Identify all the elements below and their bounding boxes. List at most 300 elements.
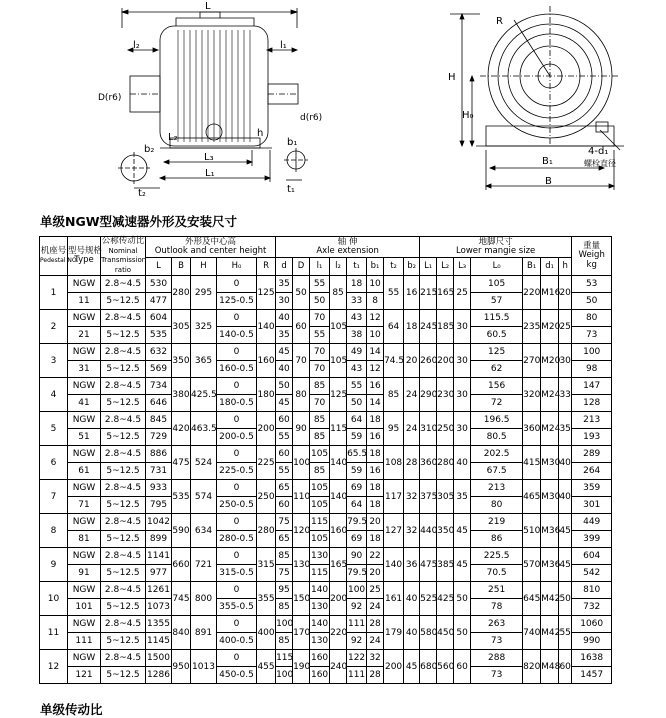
cell-l3: 40 bbox=[454, 446, 471, 480]
cell-l: 1261 bbox=[146, 582, 172, 599]
cell-h: 295 bbox=[191, 276, 217, 310]
cell-w: 53 bbox=[572, 276, 612, 293]
cell-h: 45 bbox=[559, 514, 572, 548]
cell-l1: 70 bbox=[310, 344, 330, 361]
dim-t2-label: t₂ bbox=[138, 188, 146, 199]
cell-l2: 350 bbox=[437, 514, 454, 548]
cell-h: 463.5 bbox=[191, 412, 217, 446]
cell-no: 6 bbox=[40, 446, 68, 480]
cell-l2: 125 bbox=[330, 378, 347, 412]
cell-l: 1355 bbox=[146, 616, 172, 633]
cell-t1: 100 bbox=[347, 582, 367, 599]
col-l1: l₁ bbox=[310, 258, 330, 276]
cell-d: 85 bbox=[276, 633, 293, 650]
cell-l0: 72 bbox=[471, 395, 523, 412]
cell-d: 60 bbox=[293, 310, 310, 344]
cell-d: 35 bbox=[276, 276, 293, 293]
cell-d1: M24 bbox=[541, 412, 559, 446]
side-view-labels bbox=[448, 16, 616, 187]
cell-l1: 290 bbox=[420, 378, 437, 412]
cell-l1: 160 bbox=[310, 667, 330, 684]
cell-d: 55 bbox=[276, 463, 293, 480]
cell-l0: 288 bbox=[471, 650, 523, 667]
cell-l: 1500 bbox=[146, 650, 172, 667]
cell-ratio: 5~12.5 bbox=[101, 667, 146, 684]
section-title: 单级NGW型减速器外形及安装尺寸 bbox=[40, 214, 238, 229]
col-h: h bbox=[559, 258, 572, 276]
cell-l1: 130 bbox=[310, 599, 330, 616]
cell-type: 91 bbox=[68, 565, 101, 582]
cell-b1: 18 bbox=[367, 480, 384, 497]
cell-l: 734 bbox=[146, 378, 172, 395]
cell-h: 45 bbox=[559, 548, 572, 582]
cell-w: 604 bbox=[572, 548, 612, 565]
cell-l2: 115 bbox=[330, 412, 347, 446]
cell-h0: 250-0.5 bbox=[217, 497, 257, 514]
cell-b: 745 bbox=[172, 582, 191, 616]
table-row bbox=[40, 616, 612, 633]
cell-h0: 140-0.5 bbox=[217, 327, 257, 344]
cell-b1: 18 bbox=[367, 497, 384, 514]
cell-l2: 230 bbox=[437, 378, 454, 412]
col-L2: L₂ bbox=[437, 258, 454, 276]
cell-r: 400 bbox=[257, 616, 276, 650]
cell-type: 111 bbox=[68, 633, 101, 650]
cell-l: 933 bbox=[146, 480, 172, 497]
cell-h0: 200-0.5 bbox=[217, 429, 257, 446]
table-row bbox=[40, 446, 612, 463]
cell-l3: 30 bbox=[454, 310, 471, 344]
cell-b1: 820 bbox=[523, 650, 541, 684]
cell-h0: 0 bbox=[217, 548, 257, 565]
col-L1: L₁ bbox=[420, 258, 437, 276]
cell-h0: 0 bbox=[217, 310, 257, 327]
cell-b1: 510 bbox=[523, 514, 541, 548]
cell-b: 305 bbox=[172, 310, 191, 344]
cell-t2: 85 bbox=[384, 378, 404, 412]
cell-b2: 24 bbox=[404, 412, 420, 446]
cell-h: 365 bbox=[191, 344, 217, 378]
cell-ratio: 2.8~4.5 bbox=[101, 650, 146, 667]
cell-l0: 86 bbox=[471, 531, 523, 548]
cell-l2: 105 bbox=[330, 344, 347, 378]
technical-drawings bbox=[0, 0, 666, 205]
cell-l1: 310 bbox=[420, 412, 437, 446]
table-row bbox=[40, 514, 612, 531]
cell-d1: M20 bbox=[541, 310, 559, 344]
cell-b2: 32 bbox=[404, 480, 420, 514]
cell-ratio: 2.8~4.5 bbox=[101, 582, 146, 599]
cell-l2: 385 bbox=[437, 548, 454, 582]
cell-l2: 85 bbox=[330, 276, 347, 310]
cell-l1: 440 bbox=[420, 514, 437, 548]
col-t1: t₁ bbox=[347, 258, 367, 276]
cell-l1: 85 bbox=[310, 378, 330, 395]
cell-h: 634 bbox=[191, 514, 217, 548]
cell-l: 477 bbox=[146, 293, 172, 310]
col-t2: t₂ bbox=[384, 258, 404, 276]
cell-b1: 12 bbox=[367, 361, 384, 378]
col-B1: B₁ bbox=[523, 258, 541, 276]
cell-l: 795 bbox=[146, 497, 172, 514]
dimensions-table bbox=[39, 236, 612, 684]
cell-h0: 0 bbox=[217, 276, 257, 293]
cell-b1: 16 bbox=[367, 463, 384, 480]
cell-no: 10 bbox=[40, 582, 68, 616]
cell-d: 40 bbox=[276, 361, 293, 378]
cell-h0: 0 bbox=[217, 582, 257, 599]
cell-l3: 25 bbox=[454, 276, 471, 310]
cell-w: 73 bbox=[572, 327, 612, 344]
col-ratio: 公称传动比 Nominal Transmission ratio bbox=[101, 236, 147, 274]
cell-b2: 36 bbox=[404, 548, 420, 582]
cell-d: 170 bbox=[293, 616, 310, 650]
col-R: R bbox=[257, 258, 276, 276]
cell-r: 160 bbox=[257, 344, 276, 378]
cell-b1: 12 bbox=[367, 310, 384, 327]
cell-l: 886 bbox=[146, 446, 172, 463]
cell-b1: 20 bbox=[367, 565, 384, 582]
cell-b1: 24 bbox=[367, 633, 384, 650]
cell-t1: 79.5 bbox=[347, 565, 367, 582]
col-L0: L₀ bbox=[471, 258, 523, 276]
cell-d1: M30 bbox=[541, 480, 559, 514]
cell-b1: 645 bbox=[523, 582, 541, 616]
cell-w: 810 bbox=[572, 582, 612, 599]
cell-b2: 32 bbox=[404, 514, 420, 548]
cell-no: 3 bbox=[40, 344, 68, 378]
cell-b1: 740 bbox=[523, 616, 541, 650]
col-b2: b₂ bbox=[404, 258, 420, 276]
table-row bbox=[40, 548, 612, 565]
cell-b1: 22 bbox=[367, 548, 384, 565]
cell-type: 41 bbox=[68, 395, 101, 412]
cell-l1: 105 bbox=[310, 497, 330, 514]
cell-h0: 0 bbox=[217, 344, 257, 361]
cell-ratio: 2.8~4.5 bbox=[101, 548, 146, 565]
cell-type: 61 bbox=[68, 463, 101, 480]
cell-b1: 220 bbox=[523, 276, 541, 310]
cell-d1: M24 bbox=[541, 378, 559, 412]
cell-d1: M20 bbox=[541, 344, 559, 378]
cell-l3: 45 bbox=[454, 548, 471, 582]
cell-l0: 57 bbox=[471, 293, 523, 310]
cell-l2: 220 bbox=[330, 616, 347, 650]
cell-ratio: 2.8~4.5 bbox=[101, 480, 146, 497]
cell-b2: 40 bbox=[404, 582, 420, 616]
cell-d: 65 bbox=[276, 480, 293, 497]
cell-b1: 25 bbox=[367, 582, 384, 599]
cell-l1: 55 bbox=[310, 327, 330, 344]
cell-d: 65 bbox=[276, 531, 293, 548]
cell-d: 35 bbox=[276, 327, 293, 344]
front-view-labels bbox=[98, 1, 322, 199]
cell-t1: 111 bbox=[347, 616, 367, 633]
cell-b1: 270 bbox=[523, 344, 541, 378]
cell-b1: 320 bbox=[523, 378, 541, 412]
cell-t2: 108 bbox=[384, 446, 404, 480]
cell-t1: 122 bbox=[347, 650, 367, 667]
cell-r: 280 bbox=[257, 514, 276, 548]
cell-b1: 360 bbox=[523, 412, 541, 446]
cell-l1: 115 bbox=[310, 565, 330, 582]
cell-h: 40 bbox=[559, 480, 572, 514]
col-d: d bbox=[276, 258, 293, 276]
cell-h0: 0 bbox=[217, 650, 257, 667]
cell-h: 35 bbox=[559, 412, 572, 446]
cell-l0: 73 bbox=[471, 633, 523, 650]
cell-l0: 78 bbox=[471, 599, 523, 616]
cell-b1: 10 bbox=[367, 327, 384, 344]
cell-type: NGW bbox=[68, 310, 101, 327]
cell-ratio: 2.8~4.5 bbox=[101, 446, 146, 463]
cell-l3: 60 bbox=[454, 650, 471, 684]
cell-d: 190 bbox=[293, 650, 310, 684]
cell-t1: 38 bbox=[347, 327, 367, 344]
cell-w: 1638 bbox=[572, 650, 612, 667]
cell-b1: 18 bbox=[367, 412, 384, 429]
cell-w: 399 bbox=[572, 531, 612, 548]
col-type: 型号规格 Type bbox=[68, 237, 101, 276]
cell-t1: 65.5 bbox=[347, 446, 367, 463]
cell-l0: 225.5 bbox=[471, 548, 523, 565]
cell-b1: 28 bbox=[367, 667, 384, 684]
cell-h: 55 bbox=[559, 616, 572, 650]
cell-t2: 140 bbox=[384, 548, 404, 582]
cell-type: 11 bbox=[68, 293, 101, 310]
cell-w: 50 bbox=[572, 293, 612, 310]
cell-l1: 130 bbox=[310, 548, 330, 565]
cell-h0: 225-0.5 bbox=[217, 463, 257, 480]
cell-no: 1 bbox=[40, 276, 68, 310]
cell-h0: 0 bbox=[217, 446, 257, 463]
cell-ratio: 2.8~4.5 bbox=[101, 276, 146, 293]
cell-l1: 580 bbox=[420, 616, 437, 650]
cell-type: 101 bbox=[68, 599, 101, 616]
cell-t2: 117 bbox=[384, 480, 404, 514]
cell-l: 1073 bbox=[146, 599, 172, 616]
cell-b1: 28 bbox=[367, 616, 384, 633]
cell-l0: 70.5 bbox=[471, 565, 523, 582]
cell-l: 977 bbox=[146, 565, 172, 582]
cell-d: 80 bbox=[293, 378, 310, 412]
cell-no: 2 bbox=[40, 310, 68, 344]
col-l2: l₂ bbox=[330, 258, 347, 276]
cell-b1: 415 bbox=[523, 446, 541, 480]
cell-b: 535 bbox=[172, 480, 191, 514]
cell-h: 574 bbox=[191, 480, 217, 514]
table-row bbox=[40, 480, 612, 497]
cell-b1: 10 bbox=[367, 276, 384, 293]
table-row bbox=[40, 412, 612, 429]
cell-r: 200 bbox=[257, 412, 276, 446]
cell-ratio: 5~12.5 bbox=[101, 565, 146, 582]
cell-t2: 95 bbox=[384, 412, 404, 446]
cell-type: NGW bbox=[68, 582, 101, 599]
cell-w: 98 bbox=[572, 361, 612, 378]
cell-d: 85 bbox=[276, 599, 293, 616]
dim-b1-label: b₁ bbox=[287, 137, 298, 148]
cell-t1: 59 bbox=[347, 463, 367, 480]
dim-L3-label: L₃ bbox=[204, 152, 214, 163]
cell-l2: 105 bbox=[330, 310, 347, 344]
cell-no: 8 bbox=[40, 514, 68, 548]
cell-l0: 80.5 bbox=[471, 429, 523, 446]
cell-b: 280 bbox=[172, 276, 191, 310]
cell-t2: 127 bbox=[384, 514, 404, 548]
cell-r: 315 bbox=[257, 548, 276, 582]
dim-t1-label: t₁ bbox=[287, 184, 295, 195]
cell-t1: 92 bbox=[347, 599, 367, 616]
cell-h0: 160-0.5 bbox=[217, 361, 257, 378]
col-D: D bbox=[293, 258, 310, 276]
table-row bbox=[40, 310, 612, 327]
cell-ratio: 5~12.5 bbox=[101, 361, 146, 378]
cell-b: 475 bbox=[172, 446, 191, 480]
cell-d: 115 bbox=[276, 650, 293, 667]
cell-type: 71 bbox=[68, 497, 101, 514]
cell-l: 731 bbox=[146, 463, 172, 480]
cell-b: 950 bbox=[172, 650, 191, 684]
cell-l: 729 bbox=[146, 429, 172, 446]
table-row bbox=[40, 582, 612, 599]
cell-h0: 0 bbox=[217, 412, 257, 429]
cell-t1: 64 bbox=[347, 412, 367, 429]
cell-type: NGW bbox=[68, 378, 101, 395]
cell-t1: 18 bbox=[347, 276, 367, 293]
cell-d1: M42 bbox=[541, 582, 559, 616]
cell-b: 380 bbox=[172, 378, 191, 412]
cell-ratio: 5~12.5 bbox=[101, 463, 146, 480]
cell-h: 1013 bbox=[191, 650, 217, 684]
cell-w: 80 bbox=[572, 310, 612, 327]
dim-L-label: L bbox=[205, 1, 211, 12]
dim-l1-label: l₁ bbox=[280, 40, 287, 51]
dim-L1-label: L₁ bbox=[205, 168, 215, 179]
cell-w: 990 bbox=[572, 633, 612, 650]
cell-ratio: 5~12.5 bbox=[101, 497, 146, 514]
cell-d: 45 bbox=[276, 395, 293, 412]
cell-h: 425.5 bbox=[191, 378, 217, 412]
cell-d: 30 bbox=[276, 293, 293, 310]
cell-w: 542 bbox=[572, 565, 612, 582]
cell-l2: 165 bbox=[330, 548, 347, 582]
cell-b1: 14 bbox=[367, 344, 384, 361]
cell-type: NGW bbox=[68, 276, 101, 293]
cell-l0: 196.5 bbox=[471, 412, 523, 429]
cell-h0: 180-0.5 bbox=[217, 395, 257, 412]
cell-l0: 105 bbox=[471, 276, 523, 293]
cell-d: 85 bbox=[276, 548, 293, 565]
table-body bbox=[40, 276, 612, 684]
dim-H0-label: H₀ bbox=[462, 110, 474, 121]
cell-l1: 160 bbox=[310, 650, 330, 667]
dim-B1-label: B₁ bbox=[542, 156, 553, 167]
cell-l2: 200 bbox=[330, 582, 347, 616]
table-row bbox=[40, 276, 612, 293]
cell-ratio: 2.8~4.5 bbox=[101, 344, 146, 361]
cell-r: 355 bbox=[257, 582, 276, 616]
col-H0: H₀ bbox=[217, 258, 257, 276]
cell-t2: 179 bbox=[384, 616, 404, 650]
cell-w: 100 bbox=[572, 344, 612, 361]
cell-b: 350 bbox=[172, 344, 191, 378]
cell-w: 449 bbox=[572, 514, 612, 531]
cell-type: NGW bbox=[68, 446, 101, 463]
cell-l0: 263 bbox=[471, 616, 523, 633]
cell-h: 20 bbox=[559, 276, 572, 310]
cell-b1: 570 bbox=[523, 548, 541, 582]
cell-b1: 16 bbox=[367, 378, 384, 395]
cell-d: 130 bbox=[293, 548, 310, 582]
cell-ratio: 5~12.5 bbox=[101, 395, 146, 412]
cell-t1: 43 bbox=[347, 310, 367, 327]
cell-t1: 111 bbox=[347, 667, 367, 684]
cell-r: 180 bbox=[257, 378, 276, 412]
dim-l2-label: l₂ bbox=[133, 40, 140, 51]
cell-l0: 202.5 bbox=[471, 446, 523, 463]
cell-t2: 55 bbox=[384, 276, 404, 310]
cell-b2: 24 bbox=[404, 378, 420, 412]
cell-l1: 85 bbox=[310, 412, 330, 429]
cell-l1: 525 bbox=[420, 582, 437, 616]
cell-h: 30 bbox=[559, 344, 572, 378]
col-B: B bbox=[172, 258, 191, 276]
cell-b1: 465 bbox=[523, 480, 541, 514]
cell-d: 50 bbox=[293, 276, 310, 310]
col-L: L bbox=[146, 258, 172, 276]
cell-l2: 280 bbox=[437, 446, 454, 480]
cell-d: 110 bbox=[293, 480, 310, 514]
cell-l3: 50 bbox=[454, 616, 471, 650]
cell-b1: 8 bbox=[367, 293, 384, 310]
cell-h0: 125-0.5 bbox=[217, 293, 257, 310]
cell-l0: 115.5 bbox=[471, 310, 523, 327]
cell-d: 60 bbox=[276, 497, 293, 514]
cell-l3: 50 bbox=[454, 582, 471, 616]
cell-ratio: 5~12.5 bbox=[101, 327, 146, 344]
cell-l2: 250 bbox=[437, 412, 454, 446]
cell-l1: 115 bbox=[310, 514, 330, 531]
cell-b2: 16 bbox=[404, 276, 420, 310]
cell-type: NGW bbox=[68, 548, 101, 565]
cell-r: 455 bbox=[257, 650, 276, 684]
cell-d: 40 bbox=[276, 310, 293, 327]
cell-b1: 14 bbox=[367, 395, 384, 412]
cell-w: 264 bbox=[572, 463, 612, 480]
cell-ratio: 5~12.5 bbox=[101, 633, 146, 650]
cell-h: 325 bbox=[191, 310, 217, 344]
cell-l1: 70 bbox=[310, 310, 330, 327]
cell-h: 40 bbox=[559, 446, 572, 480]
cell-h0: 0 bbox=[217, 616, 257, 633]
cell-l0: 125 bbox=[471, 344, 523, 361]
cell-type: NGW bbox=[68, 344, 101, 361]
cell-b1: 18 bbox=[367, 531, 384, 548]
cell-t1: 92 bbox=[347, 633, 367, 650]
cell-no: 11 bbox=[40, 616, 68, 650]
cell-h0: 0 bbox=[217, 514, 257, 531]
dim-b2-label: b₂ bbox=[144, 144, 155, 155]
cell-no: 5 bbox=[40, 412, 68, 446]
cell-h: 524 bbox=[191, 446, 217, 480]
cell-t2: 200 bbox=[384, 650, 404, 684]
cell-b1: 235 bbox=[523, 310, 541, 344]
table-row bbox=[40, 378, 612, 395]
cell-t1: 59 bbox=[347, 429, 367, 446]
cell-type: NGW bbox=[68, 412, 101, 429]
cell-t1: 50 bbox=[347, 395, 367, 412]
